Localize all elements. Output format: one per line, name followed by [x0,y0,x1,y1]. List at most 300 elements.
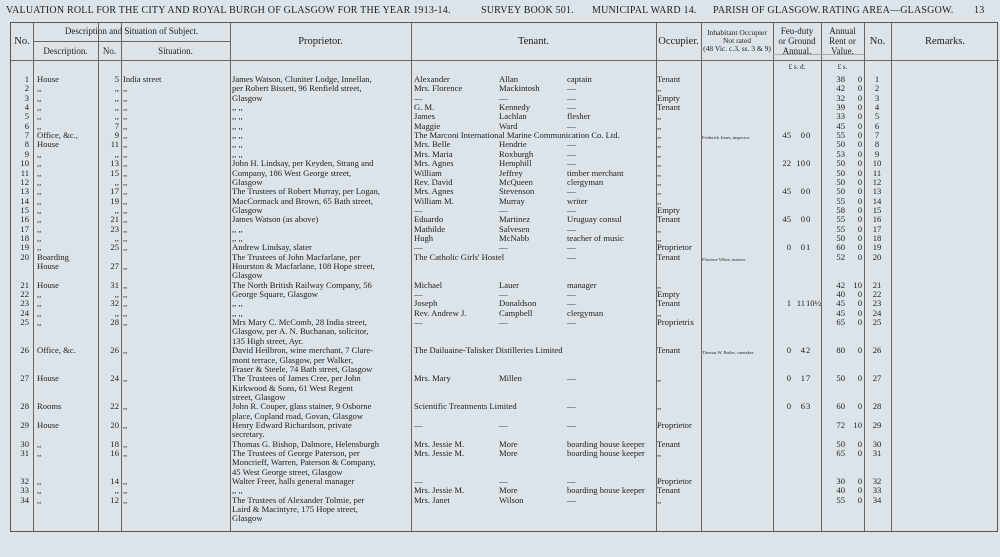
row-rent-pounds: 58 [836,204,845,215]
row-tenant-surname: Kennedy [499,102,531,113]
row-situation: ,, [123,373,128,384]
col-rent: Annual Rent or Value. [829,26,856,56]
row-tenant-first: Mrs. Mary [414,373,451,384]
row-description: ,, [37,158,42,169]
row-feu-shillings: 1 [800,373,805,384]
row-occupier: Tenant [657,74,681,84]
row-proprietor: James Watson (as above) [232,214,319,225]
row-occupier: ,, [657,401,662,412]
row-proprietor: ,, ,, [232,485,243,496]
row-proprietor: The Trustees of James Cree, per John [232,373,361,384]
row-rent-shillings: 0 [857,494,862,505]
row-tenant-surname: Mackintosh [499,83,540,94]
row-number: 11 [110,139,119,150]
row-no-right: 30 [872,438,882,449]
row-tenant-first: — [414,317,423,328]
row-description: ,, [37,485,42,496]
row-rent-pounds: 50 [836,167,845,178]
row-tenant-first: Eduardo [414,214,444,225]
row-feu-shillings: 0 [800,130,805,141]
row-tenant-surname: Stevenson [499,186,535,197]
row-no: 9 [24,148,29,159]
row-no: 8 [24,139,29,150]
row-situation: ,, [123,289,128,300]
row-situation: ,, [123,438,128,449]
row-feu-pence: 0 [806,158,811,169]
row-tenant-surname: Campbell [499,307,533,318]
row-tenant-occupation: — [567,251,576,262]
row-tenant-surname: — [499,317,508,328]
row-rent-pounds: 60 [836,242,845,253]
row-proprietor: Company, 186 West George street, [232,167,352,178]
row-description: ,, [37,317,42,328]
row-situation: ,, [123,419,128,430]
row-rent-shillings: 0 [857,289,862,300]
row-situation: ,, [123,261,128,271]
row-number: ,, [114,83,119,94]
row-situation: ,, [123,120,128,131]
row-tenant-occupation: — [567,419,576,430]
row-tenant-first: The Marconi International Marine Communication Co. Ltd. [414,130,620,141]
row-tenant-surname: Allan [499,74,519,84]
row-proprietor: Glasgow [232,92,263,103]
row-tenant-occupation: — [567,373,576,384]
row-situation: ,, [123,298,128,309]
row-situation: ,, [123,317,128,328]
row-no-right: 29 [872,419,882,430]
row-situation: ,, [123,204,128,215]
row-occupier: ,, [657,494,662,505]
row-tenant-surname: — [499,419,508,430]
table-row [11,262,999,270]
row-no: 10 [20,158,29,169]
row-tenant-occupation: clergyman [567,307,604,318]
row-no: 30 [20,438,29,449]
row-no-right: 19 [872,242,882,253]
row-tenant-surname: Hendrie [499,139,527,150]
table-row [11,112,999,120]
row-no: 3 [24,92,29,103]
row-no: 33 [20,485,29,496]
row-no: 29 [20,419,29,430]
row-situation: ,, [123,279,128,290]
row-tenant-occupation: — [567,102,576,113]
row-proprietor: David Heilbron, wine merchant, 7 Clare- [232,345,374,356]
row-no: 19 [20,242,29,253]
row-rent-pounds: 50 [836,158,845,169]
row-tenant-occupation: teacher of music [567,232,624,243]
row-tenant-occupation: — [567,289,576,300]
row-occupier: Tenant [657,251,681,262]
row-description: ,, [37,242,42,253]
valuation-table [10,22,998,532]
row-number: ,, [114,307,119,318]
row-number: 9 [114,130,119,141]
row-feu-pence: 2 [806,345,811,356]
row-situation: ,, [123,167,128,178]
row-no-right: 33 [872,485,882,496]
row-tenant-surname: Jeffrey [499,167,523,178]
table-row [11,159,999,167]
row-occupier: Tenant [657,102,681,113]
table-row [11,393,999,401]
row-description: ,, [37,214,42,225]
row-no-right: 5 [874,111,880,122]
row-proprietor: The Trustees of George Paterson, per [232,448,360,458]
row-tenant-first: Mrs. Agnes [414,186,454,197]
row-situation: ,, [123,307,128,318]
row-number: ,, [114,92,119,103]
row-rent-pounds: 33 [836,111,845,122]
row-situation: ,, [123,139,128,150]
row-number: 27 [110,261,119,271]
row-no-right: 10 [872,158,882,169]
row-rent-pounds: 30 [836,476,845,487]
row-rent-shillings: 0 [857,176,862,187]
row-tenant-first: The Dailuaine-Talisker Distilleries Limited [414,345,563,356]
row-occupier: ,, [657,448,662,458]
row-occupier: ,, [657,223,662,234]
table-row [11,271,999,279]
row-tenant-occupation: — [567,148,576,159]
row-no-right: 13 [872,186,882,197]
row-rent-shillings: 0 [857,223,862,234]
table-row [11,514,999,522]
row-proprietor: Glasgow [232,513,263,524]
row-description: ,, [37,438,42,449]
table-row [11,412,999,420]
row-no-right: 31 [872,448,882,458]
row-rent-pounds: 65 [836,317,845,328]
row-number: 18 [110,438,119,449]
row-rent-shillings: 0 [857,232,862,243]
row-proprietor: James Watson, Cluniter Lodge, Innellan, [232,74,372,84]
row-tenant-surname: More [499,438,518,449]
row-tenant-occupation: captain [567,74,592,84]
row-tenant-occupation: manager [567,279,597,290]
row-rent-shillings: 10 [853,279,862,290]
row-situation: ,, [123,448,128,458]
row-tenant-first: Mrs. Florence [414,83,463,94]
row-rent-pounds: 50 [836,232,845,243]
row-proprietor: Fraser & Steele, 74 Bath street, Glasgow [232,363,373,374]
row-no-right: 6 [874,120,880,131]
row-no: 13 [20,186,29,197]
row-rent-shillings: 0 [857,317,862,328]
row-tenant-surname: Murray [499,195,525,206]
row-occupier: Empty [657,289,680,300]
row-tenant-first: Rev. Andrew J. [414,307,467,318]
row-number: 22 [110,401,119,412]
row-no: 21 [20,279,29,290]
row-tenant-first: — [414,289,423,300]
row-rent-pounds: 42 [836,279,845,290]
row-rent-shillings: 0 [857,102,862,113]
row-situation: ,, [123,485,128,496]
row-rent-pounds: 39 [836,102,845,113]
row-no-right: 26 [872,345,882,356]
row-tenant-first: — [414,92,423,103]
row-occupier: Empty [657,204,680,215]
row-no-right: 2 [874,83,880,94]
row-situation: ,, [123,83,128,94]
row-feu-shillings: 4 [800,345,805,356]
row-number: ,, [114,289,119,300]
row-situation: ,, [123,401,128,412]
table-row [11,430,999,438]
row-occupier: ,, [657,307,662,318]
row-rent-pounds: 55 [836,223,845,234]
row-no-right: 8 [874,139,880,150]
row-number: 14 [110,476,119,487]
row-number: ,, [114,176,119,187]
row-description: ,, [37,83,42,94]
row-occupier: Tenant [657,438,681,449]
row-rent-pounds: 40 [836,485,845,496]
row-rent-shillings: 0 [857,485,862,496]
row-feu-pence: 10½ [806,298,822,309]
row-no-right: 17 [872,223,882,234]
row-number: 20 [110,419,119,430]
row-feu-pounds: 0 [786,401,791,412]
row-proprietor: Hourston & Macfarlane, 108 Hope street, [232,261,375,271]
row-rent-pounds: 72 [836,419,845,430]
row-occupier: Tenant [657,345,681,356]
row-rent-pounds: 32 [836,92,845,103]
row-description: ,, [37,176,42,187]
row-tenant-occupation: — [567,186,576,197]
table-row [11,496,999,504]
row-rent-pounds: 52 [836,251,845,262]
row-tenant-first: William [414,167,442,178]
row-tenant-occupation: writer [567,195,588,206]
row-occupier: ,, [657,111,662,122]
row-tenant-first: Alexander [414,74,450,84]
row-feu-pounds: 45 [782,214,791,225]
row-situation: ,, [123,476,128,487]
municipal-ward: MUNICIPAL WARD 14. [592,5,697,16]
row-number: ,, [114,111,119,122]
table-row [11,486,999,494]
row-proprietor: place, Copland road, Govan, Glasgow [232,410,364,421]
table-row [11,337,999,345]
row-tenant-first: The Catholic Girls' Hostel [414,251,505,262]
row-feu-pounds: 0 [786,373,791,384]
col-feu-duty: Feu-duty or Ground Annual. [778,26,816,56]
row-proprietor: Mrs Mary C. McComb, 28 India street, [232,317,367,328]
row-no-right: 1 [874,74,880,84]
rating-area: RATING AREA—GLASGOW. [822,5,954,16]
row-proprietor: Andrew Lindsay, slater [232,242,312,253]
row-tenant-surname: Ward [499,120,518,131]
row-situation: ,, [123,223,128,234]
row-rent-pounds: 45 [836,298,845,309]
table-row [11,290,999,298]
row-tenant-occupation: flesher [567,111,591,122]
row-occupier: ,, [657,139,662,150]
row-no: 27 [20,373,29,384]
row-tenant-first: Mathilde [414,223,446,234]
row-no-right: 14 [872,195,882,206]
row-number: ,, [114,204,119,215]
table-row [11,505,999,513]
row-tenant-surname: Salvesen [499,223,530,234]
row-rent-pounds: 50 [836,373,845,384]
row-number: 12 [110,494,119,505]
row-rent-shillings: 0 [857,204,862,215]
row-tenant-occupation: — [567,401,576,412]
row-tenant-surname: Martinez [499,214,531,225]
table-row [11,356,999,364]
row-number: 28 [110,317,119,328]
row-no: 11 [20,167,29,178]
row-rent-pounds: 50 [836,438,845,449]
row-proprietor: Glasgow, per A. N. Buchanan, solicitor, [232,326,369,337]
row-no-right: 28 [872,401,882,412]
row-feu-pounds: 1 [786,298,791,309]
row-tenant-first: Mrs. Maria [414,148,453,159]
col-description: Description. [43,46,88,56]
row-no-right: 32 [872,476,882,487]
row-inhabitant: Frederick Jones, inspector. [702,135,750,141]
table-row [11,122,999,130]
row-no: 17 [20,223,29,234]
col-proprietor: Proprietor. [298,36,343,47]
row-no: 26 [20,345,29,356]
row-rent-pounds: 60 [836,401,845,412]
row-number: 5 [114,74,119,84]
row-rent-pounds: 55 [836,195,845,206]
table-row [11,346,999,354]
row-proprietor: ,, ,, [232,232,243,243]
row-no: 23 [20,298,29,309]
row-no-right: 22 [872,289,882,300]
row-situation: ,, [123,494,128,505]
row-no: 20 [20,251,29,262]
row-tenant-occupation: clergyman [567,176,604,187]
row-inhabitant: Thomas W. Butler, caretaker. [702,350,755,356]
row-proprietor: per Robert Bissett, 96 Renfield street, [232,83,362,94]
row-feu-pence: 0 [806,186,811,197]
row-occupier: ,, [657,83,662,94]
row-rent-shillings: 0 [857,74,862,84]
row-proprietor: Glasgow [232,176,263,187]
row-number: 32 [110,298,119,309]
row-tenant-first: Rev. David [414,176,453,187]
row-proprietor: John H. Lindsay, per Keyden, Strang and [232,158,374,169]
row-proprietor: ,, ,, [232,120,243,131]
row-rent-shillings: 0 [857,83,862,94]
row-rent-shillings: 10 [853,419,862,430]
col-rent-units: £ s. [837,63,848,71]
row-occupier: Tenant [657,298,681,309]
row-description: House [37,139,59,150]
row-no: 25 [20,317,29,328]
table-row [11,309,999,317]
row-rent-shillings: 0 [857,448,862,458]
row-tenant-first: G. M. [414,102,435,113]
row-no-right: 7 [874,130,880,141]
row-rent-pounds: 38 [836,74,845,84]
row-no-right: 34 [872,494,882,505]
row-no-right: 15 [872,204,882,215]
row-tenant-occupation: timber merchant [567,167,624,178]
row-rent-pounds: 40 [836,289,845,300]
row-number: 21 [110,214,119,225]
row-situation: ,, [123,130,128,141]
row-tenant-first: Mrs. Janet [414,494,450,505]
row-situation: ,, [123,232,128,243]
row-rent-pounds: 50 [836,139,845,150]
row-proprietor: ,, ,, [232,298,243,309]
row-situation: ,, [123,176,128,187]
row-no: 12 [20,176,29,187]
row-no: 2 [24,83,29,94]
table-row [11,234,999,242]
row-no-right: 21 [872,279,882,290]
row-feu-pounds: 22 [782,158,791,169]
row-number: 7 [114,120,119,131]
row-no: 28 [20,401,29,412]
row-feu-pence: 7 [806,373,811,384]
row-tenant-surname: — [499,289,508,300]
row-rent-pounds: 50 [836,186,845,197]
table-row [11,318,999,326]
row-proprietor: Glasgow [232,270,263,281]
row-tenant-surname: Roxburgh [499,148,534,159]
table-row [11,402,999,410]
row-proprietor: mont terrace, Glasgow, per Walker, [232,354,354,365]
row-feu-pounds: 0 [786,345,791,356]
row-rent-shillings: 0 [857,92,862,103]
row-proprietor: Thomas G. Bishop, Dalmore, Helensburgh [232,438,380,449]
row-feu-pence: 0 [806,214,811,225]
row-description: Boarding [37,251,69,262]
col-desc-group: Description and Situation of Subject. [64,26,199,36]
row-tenant-surname: — [499,92,508,103]
row-tenant-occupation: boarding house keeper [567,448,645,458]
row-tenant-occupation: — [567,242,576,253]
row-no: 4 [24,102,29,113]
col-situation: Situation. [158,46,193,56]
row-no-right: 20 [872,251,882,262]
row-proprietor: Henry Edward Richardson, private [232,419,352,430]
row-description: House [37,419,59,430]
row-situation: ,, [123,111,128,122]
row-inhabitant: Florence White, matron. [702,256,746,262]
row-no: 24 [20,307,29,318]
row-no: 15 [20,204,29,215]
table-row [11,178,999,186]
row-proprietor: Glasgow [232,204,263,215]
row-tenant-first: Michael [414,279,443,290]
row-proprietor: The Trustees of John Macfarlane, per [232,251,361,262]
row-feu-pence: 1 [806,242,811,253]
row-occupier: ,, [657,279,662,290]
row-tenant-first: — [414,242,423,253]
row-feu-pence: 3 [806,401,811,412]
table-row [11,215,999,223]
row-tenant-occupation: — [567,139,576,150]
row-tenant-first: Scientific Treatments Limited [414,401,517,412]
row-tenant-first: Mrs. Agnes [414,158,454,169]
row-situation: ,, [123,242,128,253]
row-occupier: Proprietor [657,242,692,253]
row-proprietor: Moncrieff, Warren, Paterson & Company, [232,457,376,468]
row-description: House [37,74,59,84]
row-feu-shillings: 0 [800,242,805,253]
page-number: 13 [974,5,985,16]
